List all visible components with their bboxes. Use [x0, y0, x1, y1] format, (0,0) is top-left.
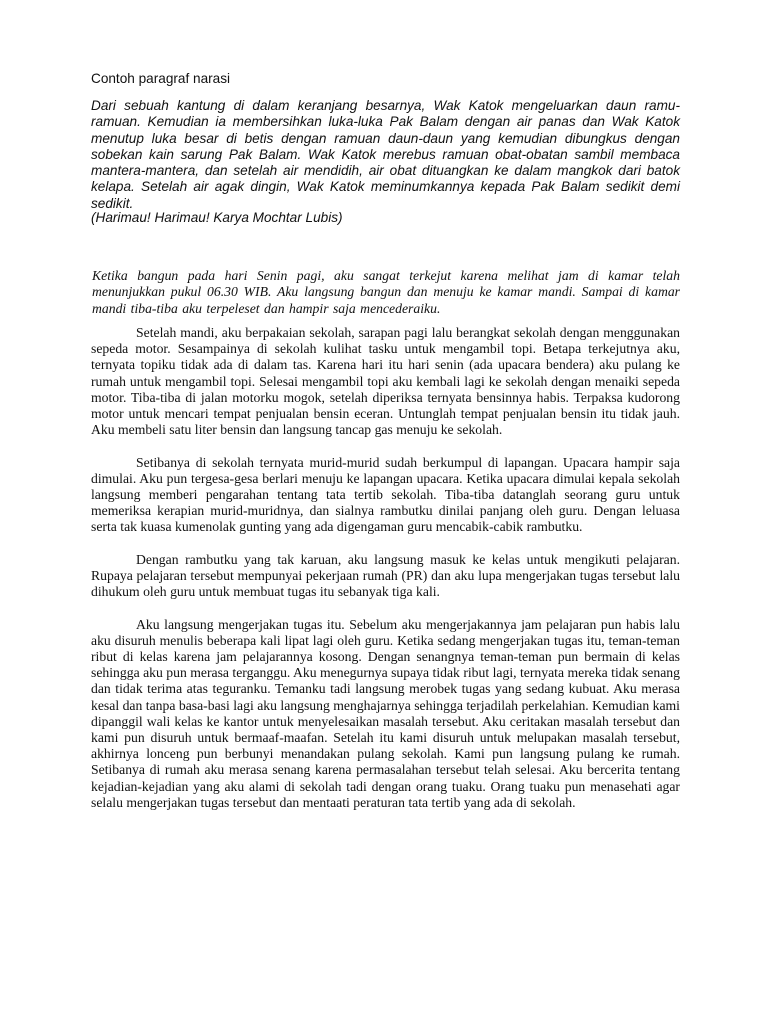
body-paragraph: Setibanya di sekolah ternyata murid-murid sudah berkumpul di lapangan. Upacara hampir saja dimulai. Aku pun tergesa-gesa berlari menuju ke lapangan upacara. Ketika upacara dimulai kepala sekolah langsung memberi pengarahan tentang tata tertib sekolah. Tiba-tiba datanglah seorang guru untuk memeriksa kerapian murid-muridnya, dan sialnya rambutku dinilai panjang oleh guru. Dengan leluasa serta tak kuasa kumenolak gunting yang ada digengaman guru mencabik-cabik rambutku. [91, 454, 680, 535]
citation: (Harimau! Harimau! Karya Mochtar Lubis) [91, 210, 343, 225]
intro-paragraph: Ketika bangun pada hari Senin pagi, aku sangat terkejut karena melihat jam di kamar telah menunjukkan pukul 06.30 WIB. Aku langsung bangun dan menuju ke kamar mandi. Sampai di kamar mandi tiba-tiba aku terpeleset dan hampir saja mencederaiku. [92, 268, 680, 316]
body-paragraph: Setelah mandi, aku berpakaian sekolah, sarapan pagi lalu berangkat sekolah dengan menggunakan sepeda motor. Sesampainya di sekolah kulihat tasku untuk mengambil topi. Betapa terkejutnya aku, ternyata topiku tidak ada di dalam tas. Karena hari itu hari senin (ada upacara bendera) aku pulang ke rumah untuk mengambil topi. Selesai mengambil topi aku kembali lagi ke sekolah dengan menaiki sepeda motor. Tiba-tiba di jalan motorku mogok, setelah diperiksa ternyata bensinnya habis. Terpaksa kudorong motor untuk mencari tempat penjualan bensin eceran. Untunglah tempat penjualan bensin itu tidak jauh. Aku membeli satu liter bensin dan langsung tancap gas menuju ke sekolah. [91, 325, 680, 438]
lead-paragraph: Dari sebuah kantung di dalam keranjang besarnya, Wak Katok mengeluarkan daun ramu-ramuan. Kemudian ia membersihkan luka-luka Pak Balam dengan air panas dan Wak Katok menutup luka besar di betis dengan ramuan daun-daun yang kemudian dibungkus dengan sobekan kain sarung Pak Balam. Wak Katok merebus ramuan obat-obatan sambil membaca mantera-mantera, dan setelah air mendidih, air obat dituangkan ke dalam mangkok dari batok kelapa. Setelah air agak dingin, Wak Katok meminumkannya kepada Pak Balam sedikit demi sedikit. [91, 98, 680, 211]
body-paragraph: Aku langsung mengerjakan tugas itu. Sebelum aku mengerjakannya jam pelajaran pun habis lalu aku disuruh menulis beberapa kali lipat lagi oleh guru. Ketika sedang mengerjakan tugas itu, teman-teman ribut di kelas karena jam pelajarannya kosong. Dengan senangnya teman-teman pun bermain di kelas sehingga aku pun merasa terganggu. Aku menegurnya supaya tidak ribut lagi, ternyata mereka tidak senang dan tidak terima atas teguranku. Temanku tadi langsung merobek tugas yang sedang kubuat. Aku merasa kesal dan tanpa basa-basi lagi aku langsung menghajarnya sehingga terjadilah perkelahian. Kemudian kami dipanggil wali kelas ke kantor untuk menyelesaikan masalah tersebut. Aku ceritakan masalah tersebut dan kami pun disuruh untuk bermaaf-maafan. Setelah itu kami disuruh untuk melupakan masalah tersebut, akhirnya lonceng pun berbunyi menandakan pulang sekolah. Kami pun langsung pulang ke rumah. Setibanya di rumah aku merasa senang karena permasalahan tersebut telah selesai. Aku bercerita tentang kejadian-kejadian yang aku alami di sekolah tadi dengan orang tuaku. Orang tuaku pun menasehati agar selalu mengerjakan tugas tersebut dan mentaati peraturan tata tertib yang ada di sekolah. [91, 616, 680, 810]
body-paragraph: Dengan rambutku yang tak karuan, aku langsung masuk ke kelas untuk mengikuti pelajaran. Rupaya pelajaran tersebut mempunyai pekerjaan rumah (PR) dan aku lupa mengerjakan tugas tersebut lalu dihukum oleh guru untuk membuat tugas itu sebanyak tiga kali. [91, 551, 680, 600]
document-heading: Contoh paragraf narasi [91, 71, 231, 86]
narrative-body [91, 325, 680, 827]
